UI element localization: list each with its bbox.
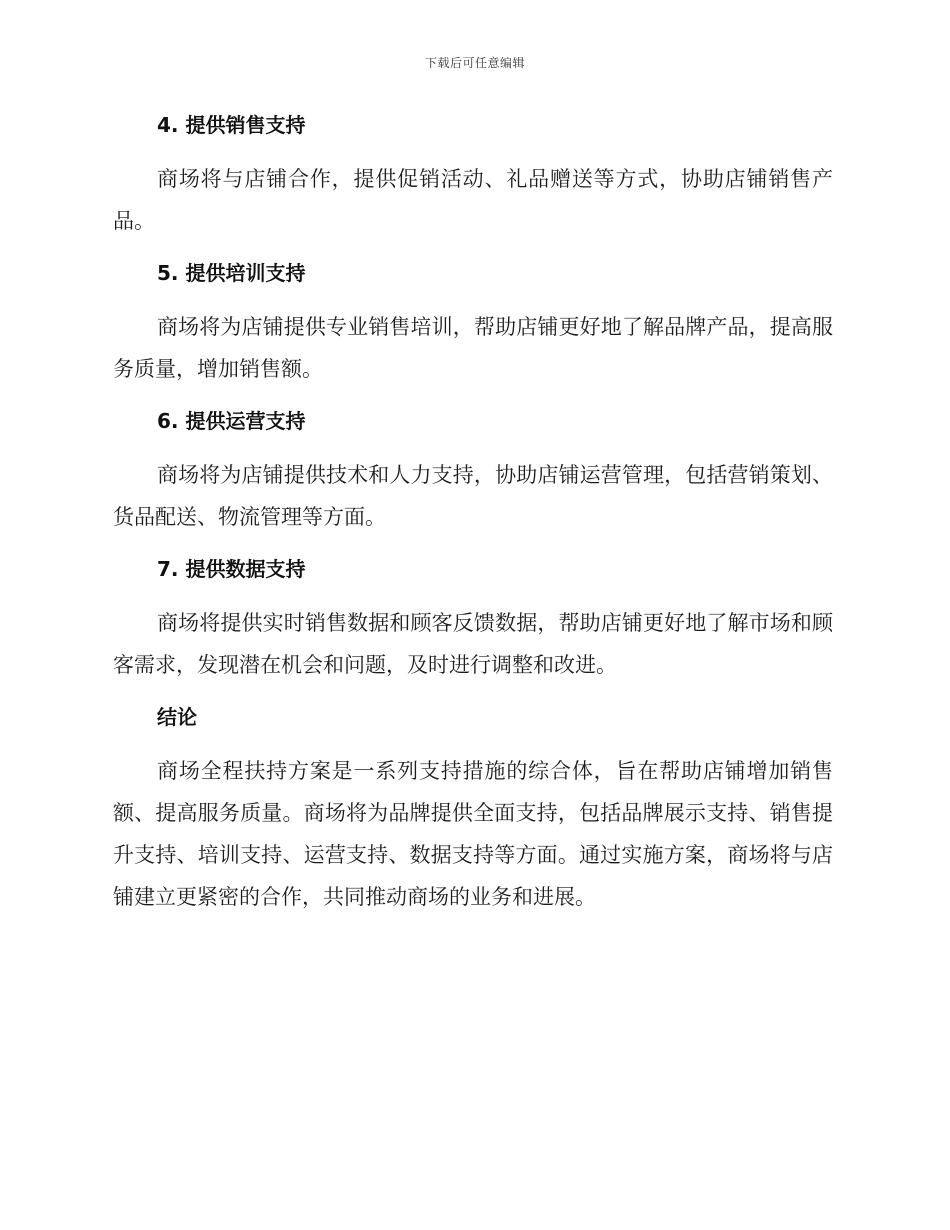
section-paragraph: 商场将提供实时销售数据和顾客反馈数据，帮助店铺更好地了解市场和顾客需求，发现潜在机会和问题，及时进行调整和改进。 (113, 611, 833, 677)
section-sales-support (113, 110, 833, 242)
header-note: 下载后可任意编辑 (424, 56, 525, 70)
section-paragraph: 商场将与店铺合作，提供促销活动、礼品赠送等方式，协助店铺销售产品。 (113, 167, 833, 233)
section-training-support (113, 258, 833, 390)
section-operations-support (113, 406, 833, 538)
section-heading: 结论 (157, 705, 197, 729)
section-data-support (113, 554, 833, 686)
document-body (113, 110, 833, 934)
section-paragraph: 商场全程扶持方案是一系列支持措施的综合体，旨在帮助店铺增加销售额、提高服务质量。商场将为品牌提供全面支持，包括品牌展示支持、销售提升支持、培训支持、运营支持、数据支持等方面。通过实施方案，商场将与店铺建立更紧密的合作，共同推动商场的业务和进展。 (113, 759, 833, 909)
section-heading: 4. 提供销售支持 (157, 113, 306, 137)
section-heading: 5. 提供培训支持 (157, 261, 306, 285)
section-heading: 6. 提供运营支持 (157, 409, 306, 433)
section-paragraph: 商场将为店铺提供技术和人力支持，协助店铺运营管理，包括营销策划、货品配送、物流管理等方面。 (113, 463, 833, 529)
section-conclusion (113, 702, 833, 918)
section-heading: 7. 提供数据支持 (157, 557, 306, 581)
section-paragraph: 商场将为店铺提供专业销售培训，帮助店铺更好地了解品牌产品，提高服务质量，增加销售额。 (113, 315, 833, 381)
